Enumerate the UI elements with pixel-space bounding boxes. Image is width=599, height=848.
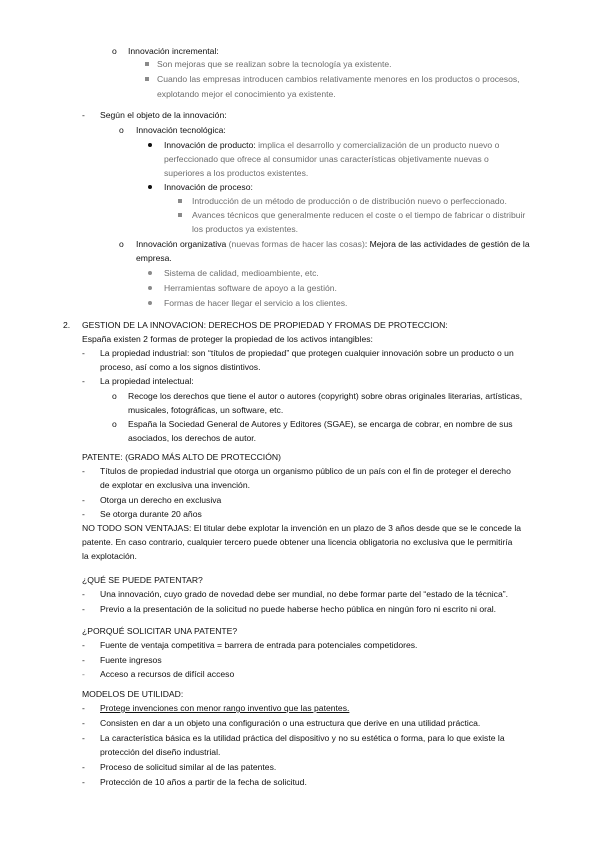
bullet-dot-icon: [148, 185, 152, 189]
incremental-item-2: Cuando las empresas introducen cambios relativamente menores en los productos o procesos,: [157, 74, 520, 84]
industrial-line-1: La propiedad industrial: son “títulos de propiedad” que protegen cualquier innovación sobre un producto o un: [100, 348, 514, 358]
square-bullet-icon: [178, 213, 182, 217]
section-2-number: 2.: [63, 320, 71, 330]
bullet-circle: o: [119, 239, 124, 249]
tech-heading: Innovación tecnológica:: [136, 125, 226, 135]
por-que-item-1: Fuente de ventaja competitiva = barrera de entrada para potenciales competidores.: [100, 640, 418, 650]
patente-note-3: la explotación.: [82, 551, 137, 561]
bullet-circle: o: [112, 46, 117, 56]
bullet-dash: -: [82, 669, 85, 679]
patente-item-1-cont: de explotar en exclusiva una invención.: [100, 480, 251, 490]
patente-item-1: Títulos de propiedad industrial que otorga un organismo público de un país con el fin de proteger el derecho: [100, 466, 511, 476]
modelos-item-3-cont: protección del diseño industrial.: [100, 747, 221, 757]
bullet-dash: -: [82, 718, 85, 728]
bullet-dash: -: [82, 655, 85, 665]
process-item-2-cont: los productos ya existentes.: [192, 224, 299, 234]
bullet-dot-icon: [148, 143, 152, 147]
incremental-item-2-cont: explotando mejor el conocimiento ya existente.: [157, 89, 336, 99]
org-item-2: Herramientas software de apoyo a la gestión.: [164, 283, 337, 293]
org-item-3: Formas de hacer llegar el servicio a los clientes.: [164, 298, 348, 308]
intellectual-item-2: España la Sociedad General de Autores y Editores (SGAE), se encarga de cobrar, en nombre de sus: [128, 419, 513, 429]
org-rest: : Mejora de las actividades de gestión de la: [364, 239, 530, 249]
product-text-2: perfeccionado que ofrece al consumidor unas características objetivamente nuevas o: [164, 154, 489, 164]
intellectual-item-2-cont: asociados, los derechos de autor.: [128, 433, 257, 443]
bullet-dash: -: [82, 110, 85, 120]
modelos-item-1: Protege invenciones con menor rango inventivo que las patentes.: [100, 703, 350, 713]
industrial-line-2: proceso, así como a los signos distintivos.: [100, 362, 261, 372]
bullet-dot-icon: [148, 301, 152, 305]
patente-item-3: Se otorga durante 20 años: [100, 509, 202, 519]
bullet-dash: -: [82, 348, 85, 358]
que-patentar-heading: ¿QUÉ SE PUEDE PATENTAR?: [82, 575, 203, 585]
process-item-1: Introducción de un método de producción o de distribución nuevo o perfeccionado.: [192, 196, 507, 206]
bullet-dash: -: [82, 509, 85, 519]
intellectual-heading: La propiedad intelectual:: [100, 376, 194, 386]
bullet-circle: o: [112, 391, 117, 401]
square-bullet-icon: [145, 77, 149, 81]
modelos-heading: MODELOS DE UTILIDAD:: [82, 689, 184, 699]
por-que-heading: ¿PORQUÉ SOLICITAR UNA PATENTE?: [82, 626, 238, 636]
product-line-1: [164, 140, 499, 151]
square-bullet-icon: [178, 199, 182, 203]
bullet-dot-icon: [148, 271, 152, 275]
product-text-1: implica el desarrollo y comercialización de un producto nuevo o: [255, 140, 500, 150]
que-patentar-item-1: Una innovación, cuyo grado de novedad debe ser mundial, no debe formar parte del “estado de la técnica”.: [100, 589, 508, 599]
patente-heading: PATENTE: (GRADO MÁS ALTO DE PROTECCIÓN): [82, 452, 281, 462]
bullet-dash: -: [82, 640, 85, 650]
bullet-circle: o: [112, 419, 117, 429]
que-patentar-item-2: Previo a la presentación de la solicitud no puede haberse hecho pública en ningún foro ni escrito ni oral.: [100, 604, 497, 614]
intellectual-item-1: Recoge los derechos que tiene el autor o autores (copyright) sobre obras originales literarias, artísticas,: [128, 391, 523, 401]
bullet-dot-icon: [148, 286, 152, 290]
patente-note-2: patente. En caso contrario, cualquier tercero puede obtener una licencia obligatoria no exclusiva que le permitiría: [82, 537, 513, 547]
process-label: Innovación de proceso:: [164, 182, 253, 192]
modelos-item-2: Consisten en dar a un objeto una configuración o una estructura que derive en una utilidad práctica.: [100, 718, 481, 728]
bullet-dash: -: [82, 466, 85, 476]
org-line-2: empresa.: [136, 253, 172, 263]
org-item-1: Sistema de calidad, medioambiente, etc.: [164, 268, 319, 278]
bullet-circle: o: [119, 125, 124, 135]
bullet-dash: -: [82, 777, 85, 787]
bullet-dash: -: [82, 589, 85, 599]
bullet-dash: -: [82, 376, 85, 386]
patente-note-1: NO TODO SON VENTAJAS: El titular debe explotar la invención en un plazo de 3 años desde que se le concede la: [82, 523, 522, 533]
objeto-heading: Según el objeto de la innovación:: [100, 110, 227, 120]
org-label: Innovación organizativa: [136, 239, 227, 249]
bullet-dash: -: [82, 733, 85, 743]
bullet-dash: -: [82, 604, 85, 614]
modelos-item-3: La característica básica es la utilidad práctica del dispositivo y no su estética o forma, para lo que existe la: [100, 733, 505, 743]
modelos-item-5: Protección de 10 años a partir de la fecha de solicitud.: [100, 777, 307, 787]
org-line-1: [136, 239, 530, 250]
intellectual-item-1-cont: musicales, fotográficas, un software, etc.: [128, 405, 284, 415]
product-text-3: superiores a los productos existentes.: [164, 168, 309, 178]
bullet-dash: -: [82, 762, 85, 772]
product-label: Innovación de producto:: [164, 140, 256, 150]
incremental-item-1: Son mejoras que se realizan sobre la tecnología ya existente.: [157, 59, 392, 69]
section-2-title: GESTION DE LA INNOVACION: DERECHOS DE PROPIEDAD Y FROMAS DE PROTECCION:: [82, 320, 448, 330]
modelos-item-4: Proceso de solicitud similar al de las patentes.: [100, 762, 277, 772]
square-bullet-icon: [145, 62, 149, 66]
por-que-item-2: Fuente ingresos: [100, 655, 162, 665]
bullet-dash: -: [82, 495, 85, 505]
section-2-intro: España existen 2 formas de proteger la propiedad de los activos intangibles:: [82, 334, 373, 344]
por-que-item-3: Acceso a recursos de difícil acceso: [100, 669, 235, 679]
process-item-2: Avances técnicos que generalmente reducen el coste o el tiempo de fabricar o distribuir: [192, 210, 526, 220]
patente-item-2: Otorga un derecho en exclusiva: [100, 495, 222, 505]
org-paren: (nuevas formas de hacer las cosas): [226, 239, 365, 249]
incremental-heading: Innovación incremental:: [128, 46, 219, 56]
bullet-dash: -: [82, 703, 85, 713]
